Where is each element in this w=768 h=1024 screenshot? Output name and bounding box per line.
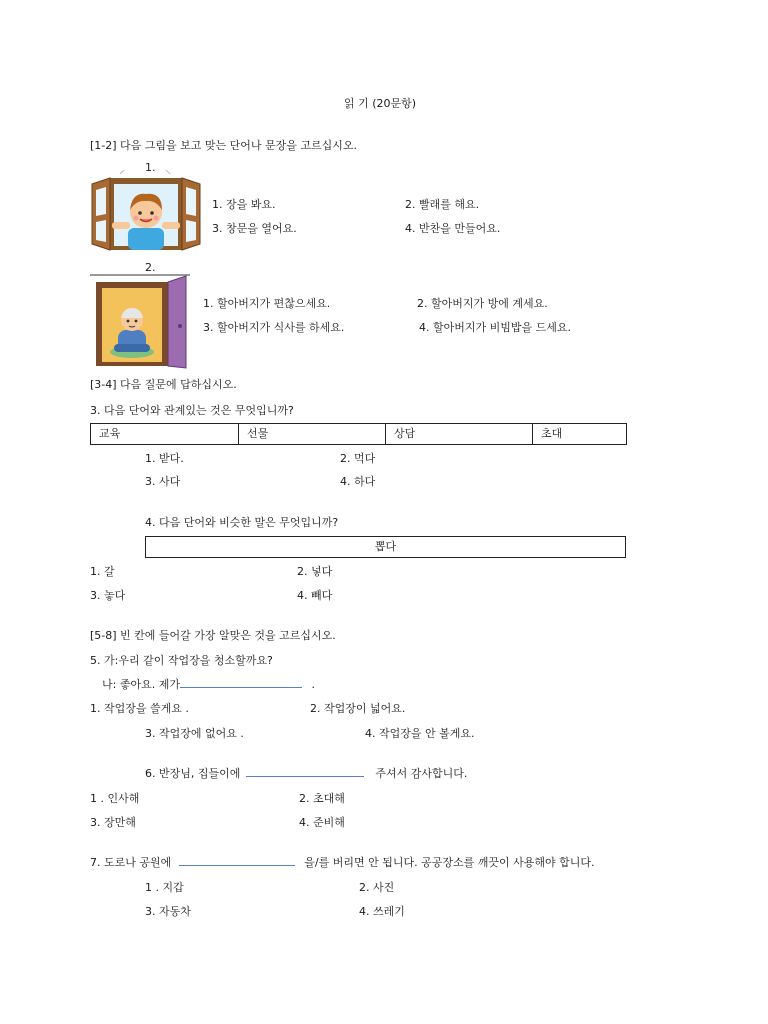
q5-option-1: 1. 작업장을 쓸게요 . xyxy=(90,702,189,715)
q7-stem-end: 을/를 버리면 안 됩니다. 공공장소를 깨끗이 사용해야 합니다. xyxy=(304,856,595,869)
q2-number: 2. xyxy=(145,261,156,274)
q1-option-1: 1. 장을 봐요. xyxy=(212,198,276,211)
boy-opening-window-image xyxy=(90,170,202,254)
q4-word-table xyxy=(145,536,626,558)
q1-option-4: 4. 반찬을 만들어요. xyxy=(405,222,501,235)
q3-option-1: 1. 받다. xyxy=(145,452,184,465)
q5-option-3: 3. 작업장에 없어요 . xyxy=(145,727,244,740)
q2-option-1: 1. 할아버지가 편찮으세요. xyxy=(203,297,331,310)
q6-option-1: 1 . 인사해 xyxy=(90,792,140,805)
q5-blank xyxy=(180,687,302,688)
page-title: 읽 기 (20문항) xyxy=(344,97,417,110)
q4-option-2: 2. 넣다 xyxy=(297,565,333,578)
q3-word-3: 상담 xyxy=(386,424,533,445)
q6-stem-start: 6. 반장님, 집들이에 xyxy=(145,767,241,780)
q6-option-4: 4. 준비해 xyxy=(299,816,345,829)
q2-option-3: 3. 할아버지가 식사를 하세요. xyxy=(203,321,345,334)
q1-option-2: 2. 빨래를 해요. xyxy=(405,198,480,211)
q4-question: 4. 다음 단어와 비슷한 말은 무엇입니까? xyxy=(145,516,339,529)
q4-option-4: 4. 빼다 xyxy=(297,589,333,602)
q1-number: 1. xyxy=(145,161,156,174)
q7-option-4: 4. 쓰레기 xyxy=(359,905,405,918)
section-5-8-instruction: [5-8] 빈 칸에 들어갈 가장 알맞은 것을 고르십시오. xyxy=(90,629,336,642)
q6-option-3: 3. 장만해 xyxy=(90,816,136,829)
q3-word-1: 교육 xyxy=(91,424,239,445)
q3-word-2: 선물 xyxy=(239,424,386,445)
q2-option-4: 4. 할아버지가 비빔밥을 드세요. xyxy=(419,321,571,334)
q7-option-3: 3. 자동차 xyxy=(145,905,191,918)
q5-option-2: 2. 작업장이 넓어요. xyxy=(310,702,406,715)
grandfather-in-room-image xyxy=(90,274,192,370)
q7-option-1: 1 . 지갑 xyxy=(145,881,184,894)
section-1-2-instruction: [1-2] 다음 그림을 보고 맞는 단어나 문장을 고르십시오. xyxy=(90,139,358,152)
q4-word: 뽑다 xyxy=(146,537,626,558)
q3-option-2: 2. 먹다 xyxy=(340,452,376,465)
q3-option-3: 3. 사다 xyxy=(145,475,181,488)
q5-line-2 xyxy=(102,678,315,691)
section-3-4-instruction: [3-4] 다음 질문에 답하십시오. xyxy=(90,378,237,391)
q5-line-2-end: . xyxy=(311,678,315,691)
q6-stem-end: 주셔서 감사합니다. xyxy=(375,767,468,780)
q4-option-1: 1. 갈 xyxy=(90,565,115,578)
q6-option-2: 2. 초대해 xyxy=(299,792,345,805)
q7-option-2: 2. 사진 xyxy=(359,881,395,894)
q3-word-4: 초대 xyxy=(533,424,627,445)
q5-line-1: 5. 가:우리 같이 작업장을 청소할까요? xyxy=(90,654,273,667)
q5-line-2-text: 나: 좋아요. 제가 xyxy=(102,678,180,691)
q5-option-4: 4. 작업장을 안 볼게요. xyxy=(365,727,475,740)
q3-word-table xyxy=(90,423,627,445)
q7-stem xyxy=(90,856,594,869)
q4-option-3: 3. 놓다 xyxy=(90,589,126,602)
q7-stem-start: 7. 도로나 공원에 xyxy=(90,856,172,869)
q2-option-2: 2. 할아버지가 방에 계세요. xyxy=(417,297,548,310)
q7-blank xyxy=(179,865,295,866)
q6-stem xyxy=(145,767,467,780)
q6-blank xyxy=(246,776,364,777)
q3-option-4: 4. 하다 xyxy=(340,475,376,488)
q1-option-3: 3. 창문을 열어요. xyxy=(212,222,297,235)
q3-question: 3. 다음 단어와 관계있는 것은 무엇입니까? xyxy=(90,404,294,417)
